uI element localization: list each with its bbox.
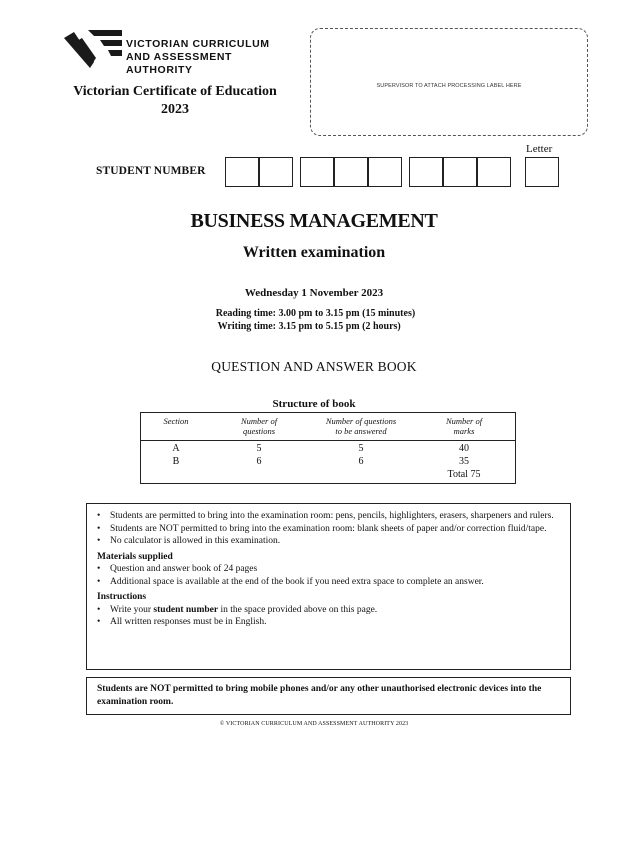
row-a-answered: 5 [358, 443, 364, 454]
structure-table [140, 412, 516, 484]
list-item [87, 510, 570, 523]
list-item [87, 576, 570, 589]
supervisor-label-area [310, 28, 588, 136]
vcaa-logo [64, 28, 284, 76]
header-num-questions-line1: Number of [240, 416, 278, 426]
student-number-box[interactable] [477, 157, 511, 187]
header-section [145, 416, 207, 426]
mobile-phone-warning: Students are NOT permitted to bring mobile phones and/or any other unauthorised electronic devices into the examination room. [86, 677, 571, 715]
student-number-box[interactable] [259, 157, 293, 187]
bullet: • [97, 604, 101, 615]
header-section-text: Section [163, 416, 189, 426]
exam-times [214, 308, 415, 333]
materials-text-2: Additional space is available at the end of the book if you need extra space to complete an answer. [110, 576, 484, 587]
instr2-text: All written responses must be in English. [110, 617, 267, 627]
vce-line1: Victorian Certificate of Education [73, 84, 277, 99]
vce-title [60, 83, 290, 119]
org-line1: VICTORIAN CURRICULUM [126, 38, 270, 50]
instr1-bold: student number [153, 604, 219, 615]
vcaa-logo-text [126, 38, 284, 77]
bullet: • [97, 564, 101, 574]
student-number-box[interactable] [334, 157, 368, 187]
copyright: © VICTORIAN CURRICULUM AND ASSESSMENT AUTHORITY 2023 [219, 721, 409, 727]
student-number-box[interactable] [368, 157, 402, 187]
table-header-rule [141, 440, 515, 441]
materials-text-1: Question and answer book of 24 pages [110, 564, 258, 574]
row-b-questions: 6 [256, 456, 262, 467]
permitted-text-1: Students are permitted to bring into the examination room: pens, pencils, highlighters, erasers, sharpeners and rulers. [110, 511, 554, 521]
student-number-label: STUDENT NUMBER [96, 165, 206, 177]
letter-label: Letter [526, 143, 553, 155]
header-marks [423, 416, 505, 436]
total-marks: Total 75 [447, 469, 481, 480]
exam-title: BUSINESS MANAGEMENT [190, 210, 438, 232]
vcaa-logo-icon [64, 30, 122, 68]
bullet: • [97, 523, 101, 534]
student-number-box[interactable] [409, 157, 443, 187]
student-number-box[interactable] [300, 157, 334, 187]
bullet: • [97, 617, 101, 627]
exam-subtitle: Written examination [242, 244, 386, 261]
bullet: • [97, 576, 101, 587]
permitted-list [87, 510, 570, 548]
row-a-questions: 5 [256, 443, 262, 454]
list-item [87, 604, 570, 617]
writing-time [214, 321, 415, 334]
instr1-post: in the space provided above on this page. [218, 604, 378, 615]
header-to-answer-line1: Number of questions [325, 416, 397, 426]
row-a-marks: 40 [459, 443, 469, 454]
materials-heading: Materials supplied [97, 551, 173, 562]
instructions-heading: Instructions [97, 592, 147, 602]
student-number-box[interactable] [443, 157, 477, 187]
header-marks-line1: Number of [445, 416, 483, 426]
writing-time-label: Writing time: [217, 320, 276, 332]
header-marks-line2: marks [453, 426, 475, 436]
permitted-text-2: Students are NOT permitted to bring into the examination room: blank sheets of paper and/or correction fluid/tape. [110, 523, 547, 534]
book-title: QUESTION AND ANSWER BOOK [211, 359, 417, 374]
information-box [86, 503, 571, 670]
list-item [87, 535, 570, 548]
student-number-box[interactable] [225, 157, 259, 187]
reading-time-value: 3.00 pm to 3.15 pm (15 minutes) [278, 308, 416, 319]
list-item [87, 616, 570, 629]
org-line2: AND ASSESSMENT AUTHORITY [126, 51, 233, 76]
list-item [87, 563, 570, 576]
structure-title: Structure of book [272, 398, 356, 410]
supervisor-label-text: SUPERVISOR TO ATTACH PROCESSING LABEL HERE [376, 83, 522, 89]
header-to-answer-line2: to be answered [335, 426, 387, 436]
materials-list [87, 563, 570, 588]
student-letter-box[interactable] [525, 157, 559, 187]
permitted-text-3: No calculator is allowed in this examination. [110, 536, 281, 546]
row-b-answered: 6 [358, 456, 364, 467]
vce-year: 2023 [161, 102, 189, 117]
row-b-section: B [172, 456, 180, 467]
header-num-questions-line2: questions [242, 426, 276, 436]
writing-time-value: 3.15 pm to 5.15 pm (2 hours) [278, 320, 401, 332]
header-to-answer [311, 416, 411, 436]
row-a-section: A [172, 443, 180, 454]
header-num-questions [219, 416, 299, 436]
instr1-pre: Write your [110, 604, 154, 615]
bullet: • [97, 536, 101, 546]
list-item [87, 523, 570, 536]
reading-time-label: Reading time: [215, 308, 276, 319]
exam-date: Wednesday 1 November 2023 [244, 287, 384, 299]
bullet: • [97, 511, 101, 521]
row-b-marks: 35 [459, 456, 469, 467]
reading-time [214, 308, 415, 321]
instructions-list [87, 604, 570, 629]
